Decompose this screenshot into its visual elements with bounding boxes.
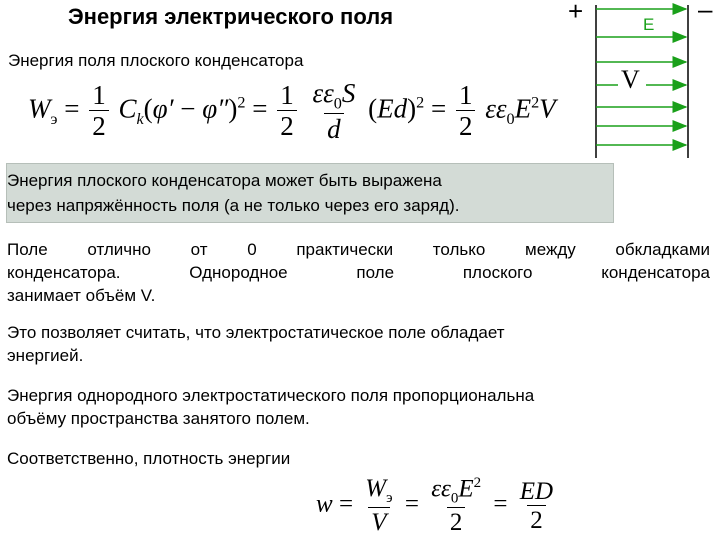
- energy-density-formula: w = $\frac{W_э}{V}$ = $\frac{\varepsilon\varepsilon_0E^2}{2}$ = $\frac{ED}{2}$: [316, 476, 559, 535]
- paragraph-field-location: [7, 238, 710, 307]
- paragraph-line: Поле отлично от 0 практически только между обкладками: [7, 240, 710, 259]
- capacitor-diagram: [560, 0, 720, 160]
- paragraph-line: Энергия однородного электростатического поля пропорциональна: [7, 386, 535, 405]
- paragraph-line: объёму пространства занятого полем.: [7, 409, 310, 428]
- paragraph-line: занимает объём V.: [7, 286, 156, 305]
- paragraph-energy-density: Соответственно, плотность энергии: [7, 449, 291, 468]
- highlight-text: [7, 168, 617, 218]
- fraction-eps-e2: $\frac{\varepsilon\varepsilon_0E^2}{2}$: [431, 475, 482, 537]
- highlight-line: через напряжённость поля (а не только через его заряд).: [7, 196, 460, 215]
- fraction-w-over-v: $\frac{W_э}{V}$: [365, 475, 393, 537]
- highlight-line: Энергия плоского конденсатора может быть выражена: [7, 171, 442, 190]
- paragraph-line: Это позволяет считать, что электростатическое поле обладает: [7, 323, 505, 342]
- fraction-capacitance: $\frac{\varepsilon\varepsilon_0S}{d}$: [312, 78, 356, 144]
- paragraph-line: энергией.: [7, 346, 84, 365]
- capacitor-energy-formula: $W_э$ = $\frac{1}{2}$ $C_k(\varphi' - \varphi'')^2$ = $\frac{1}{2}$ $\frac{\varepsilon\varepsilon_0S}{d}$ $(Ed)^2$ = $\frac{1}{2}$ $\varepsilon\varepsilon_0E^2V$: [28, 78, 556, 144]
- fraction-half: $\frac{1}{2}$: [89, 82, 109, 140]
- field-label-e: E: [643, 15, 655, 34]
- paragraph-energy-proportional: [7, 384, 712, 430]
- fraction-ed: $\frac{ED}{2}$: [519, 477, 554, 534]
- minus-sign: –: [698, 0, 713, 24]
- fraction-half: $\frac{1}{2}$: [277, 82, 297, 140]
- page-title: Энергия электрического поля: [68, 4, 394, 29]
- section-subtitle: Энергия поля плоского конденсатора: [8, 51, 304, 70]
- volume-label-v: V: [621, 65, 640, 94]
- paragraph-field-energy: [7, 321, 712, 367]
- fraction-half: $\frac{1}{2}$: [456, 82, 476, 140]
- plus-sign: +: [568, 0, 584, 26]
- paragraph-line: конденсатора. Однородное поле плоского конденсатора: [7, 263, 710, 282]
